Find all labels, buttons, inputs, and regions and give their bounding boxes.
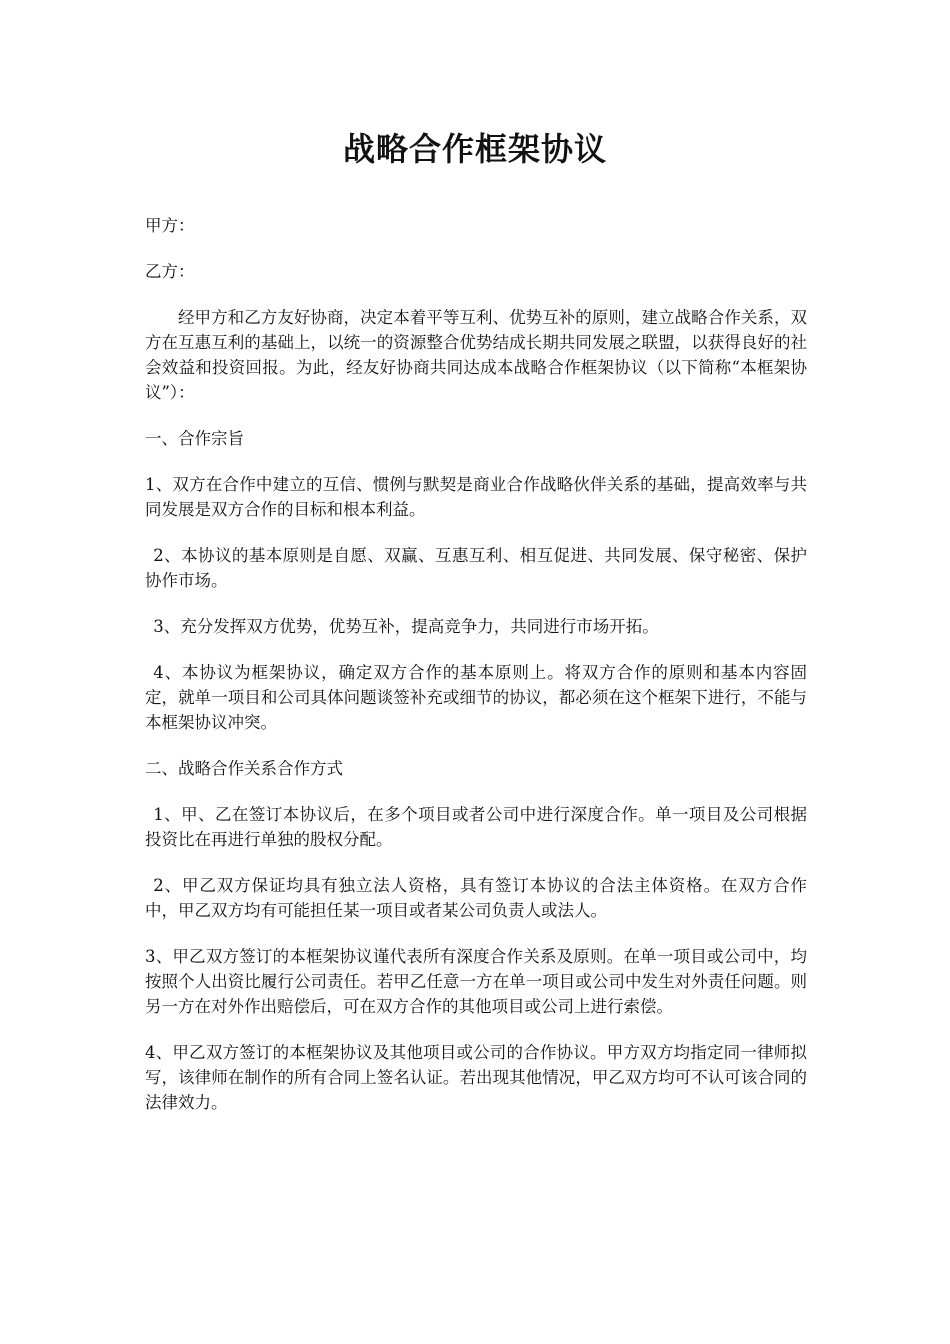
clause-paragraph: 2、本协议的基本原则是自愿、双赢、互惠互利、相互促进、共同发展、保守秘密、保护协作市场。 [145, 546, 807, 590]
clause-paragraph: 2、甲乙双方保证均具有独立法人资格，具有签订本协议的合法主体资格。在双方合作中，甲乙双方均有可能担任某一项目或者某公司负责人或法人。 [145, 876, 807, 920]
party-a-line: 甲方： [145, 216, 195, 235]
section-heading: 二、战略合作关系合作方式 [145, 759, 343, 778]
clause-paragraph: 1、双方在合作中建立的互信、惯例与默契是商业合作战略伙伴关系的基础，提高效率与共同发展是双方合作的目标和根本利益。 [145, 475, 807, 519]
clause-paragraph: 3、充分发挥双方优势，优势互补，提高竞争力，共同进行市场开拓。 [153, 617, 659, 636]
clause-paragraph: 1、甲、乙在签订本协议后，在多个项目或者公司中进行深度合作。单一项目及公司根据投资比在再进行单独的股权分配。 [145, 805, 807, 849]
clause-paragraph: 3、甲乙双方签订的本框架协议谨代表所有深度合作关系及原则。在单一项目或公司中，均按照个人出资比履行公司责任。若甲乙任意一方在单一项目或公司中发生对外责任问题。则另一方在对外作出赔偿后，可在双方合作的其他项目或公司上进行索偿。 [145, 947, 807, 1016]
clause-paragraph: 4、本协议为框架协议，确定双方合作的基本原则上。将双方合作的原则和基本内容固定，就单一项目和公司具体问题谈签补充或细节的协议，都必须在这个框架下进行，不能与本框架协议冲突。 [145, 663, 807, 732]
preamble-paragraph: 经甲方和乙方友好协商，决定本着平等互利、优势互补的原则，建立战略合作关系，双方在互惠互利的基础上，以统一的资源整合优势结成长期共同发展之联盟，以获得良好的社会效益和投资回报。为此，经友好协商共同达成本战略合作框架协议（以下简称“本框架协议”）： [145, 308, 807, 402]
section-heading: 一、合作宗旨 [145, 429, 244, 448]
party-b-line: 乙方： [145, 262, 195, 281]
clause-paragraph: 4、甲乙双方签订的本框架协议及其他项目或公司的合作协议。甲方双方均指定同一律师拟写，该律师在制作的所有合同上签名认证。若出现其他情况，甲乙双方均可不认可该合同的法律效力。 [145, 1043, 807, 1112]
document-body [145, 213, 807, 1136]
document-title: 战略合作框架协议 [342, 130, 607, 168]
